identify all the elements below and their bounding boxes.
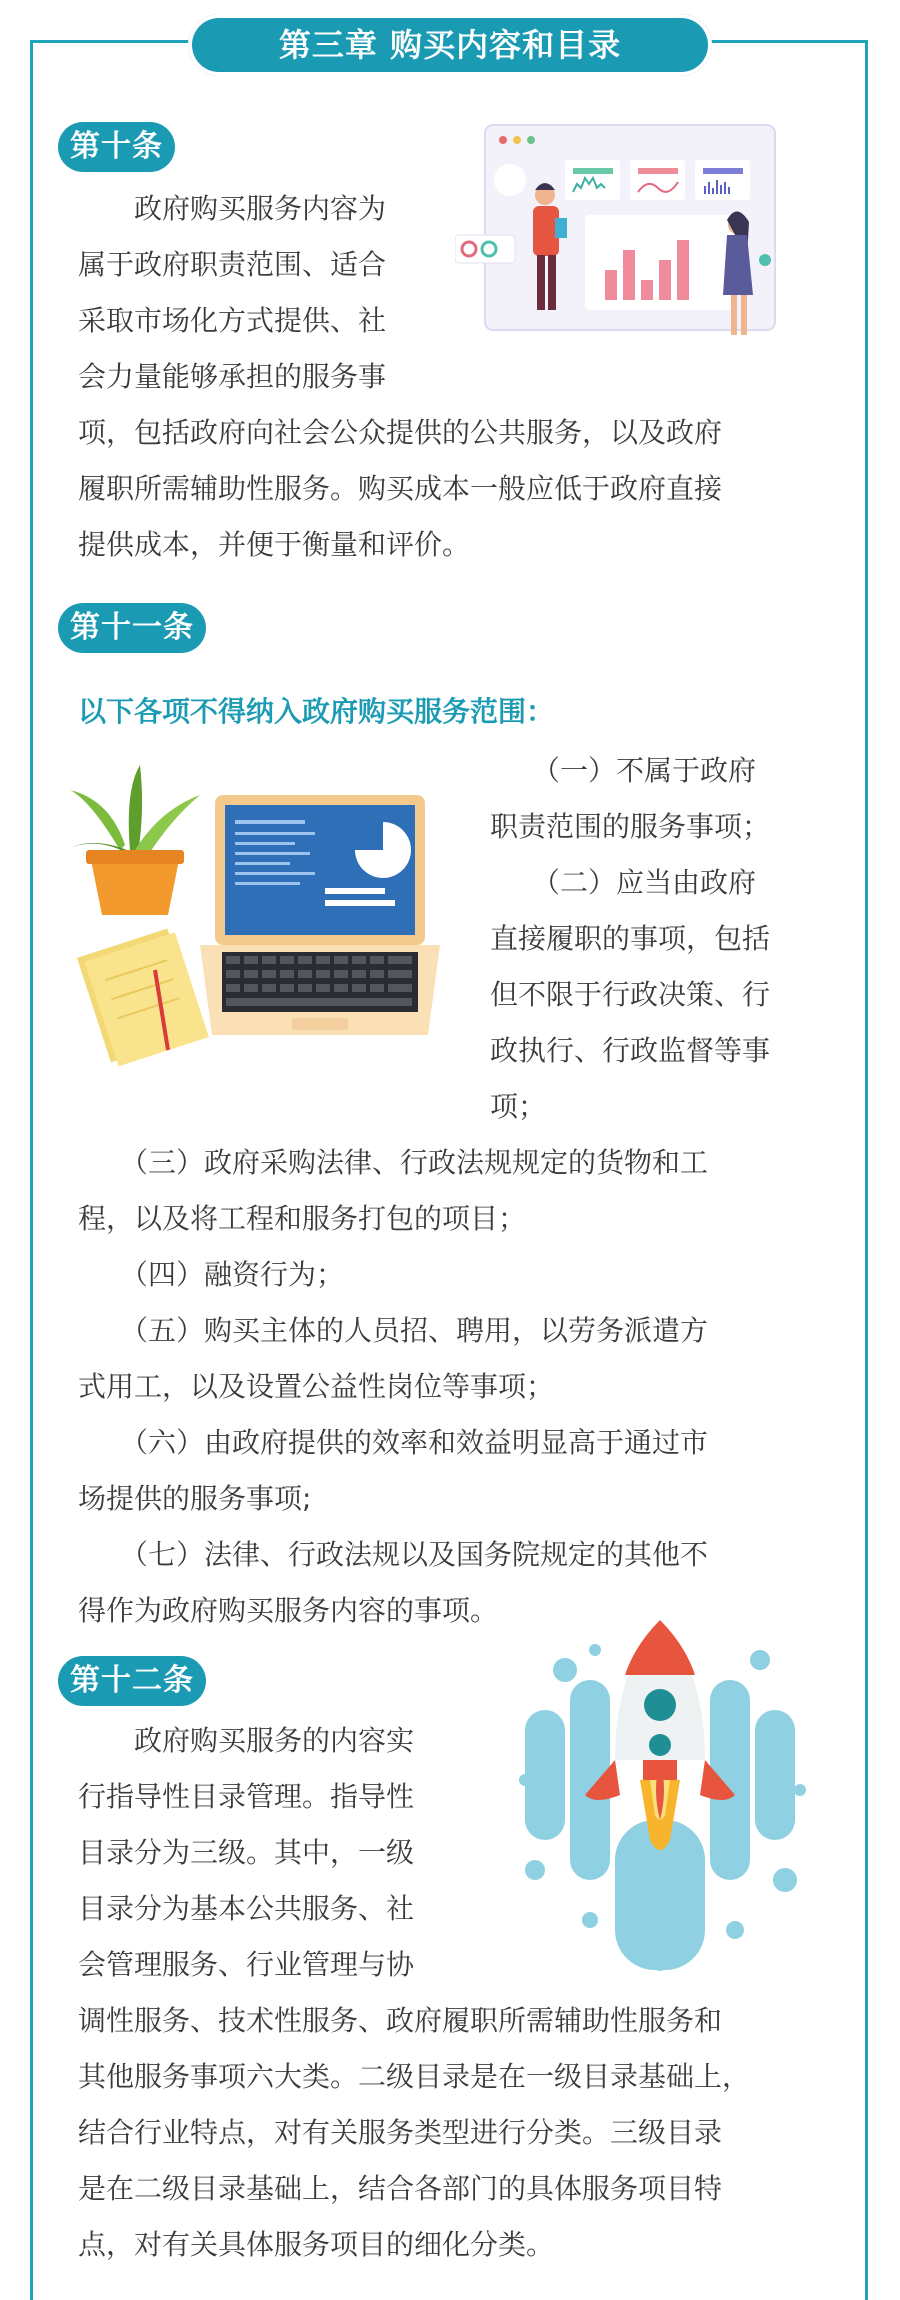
article-11-line: （四）融资行为； bbox=[78, 1258, 345, 1291]
article-11-line: 式用工，以及设置公益性岗位等事项； bbox=[78, 1370, 555, 1403]
article-11-line: 场提供的服务事项; bbox=[78, 1482, 312, 1515]
article-11-line: 项； bbox=[490, 1090, 547, 1123]
dashboard-presentation-illustration bbox=[455, 120, 795, 360]
article-10-line: 履职所需辅助性服务。购买成本一般应低于政府直接 bbox=[78, 472, 723, 505]
article-11-line: 职责范围的服务事项； bbox=[490, 810, 771, 843]
article-10-line: 采取市场化方式提供、社 bbox=[78, 304, 387, 337]
laptop-plant-illustration bbox=[60, 760, 440, 1080]
article-11-line: （五）购买主体的人员招、聘用，以劳务派遣方 bbox=[78, 1314, 709, 1347]
article-11-line: （六）由政府提供的效率和效益明显高于通过市 bbox=[78, 1426, 709, 1459]
article-12-line: 政府购买服务的内容实 bbox=[78, 1724, 415, 1757]
article-12-badge: 第十二条 bbox=[58, 1656, 206, 1706]
article-12-line: 点，对有关具体服务项目的细化分类。 bbox=[78, 2228, 555, 2261]
article-11-line: 程，以及将工程和服务打包的项目； bbox=[78, 1202, 527, 1235]
article-11-subhead: 以下各项不得纳入政府购买服务范围： bbox=[78, 695, 555, 728]
article-12-line: 会管理服务、行业管理与协 bbox=[78, 1948, 415, 1981]
article-11-line: 得作为政府购买服务内容的事项。 bbox=[78, 1594, 499, 1627]
article-10-badge: 第十条 bbox=[58, 122, 175, 172]
article-12-line: 结合行业特点，对有关服务类型进行分类。三级目录 bbox=[78, 2116, 723, 2149]
article-12-line: 目录分为基本公共服务、社 bbox=[78, 1892, 415, 1925]
article-11-line: 直接履职的事项，包括 bbox=[490, 922, 771, 955]
article-10-line: 提供成本，并便于衡量和评价。 bbox=[78, 528, 471, 561]
article-11-line: 政执行、行政监督等事 bbox=[490, 1034, 771, 1067]
article-11-line: （七）法律、行政法规以及国务院规定的其他不 bbox=[78, 1538, 709, 1571]
article-10-line: 项，包括政府向社会公众提供的公共服务，以及政府 bbox=[78, 416, 723, 449]
article-11-badge: 第十一条 bbox=[58, 603, 206, 653]
rocket-illustration bbox=[505, 1620, 815, 1980]
article-10-line: 属于政府职责范围、适合 bbox=[78, 248, 387, 281]
article-12-line: 是在二级目录基础上，结合各部门的具体服务项目特 bbox=[78, 2172, 723, 2205]
article-11-line: 但不限于行政决策、行 bbox=[490, 978, 771, 1011]
article-12-line: 其他服务事项六大类。二级目录是在一级目录基础上， bbox=[78, 2060, 751, 2093]
article-11-line: （三）政府采购法律、行政法规规定的货物和工 bbox=[78, 1146, 709, 1179]
chapter-title: 第三章 购买内容和目录 bbox=[188, 14, 712, 76]
article-12-line: 行指导性目录管理。指导性 bbox=[78, 1780, 415, 1813]
article-12-line: 调性服务、技术性服务、政府履职所需辅助性服务和 bbox=[78, 2004, 723, 2037]
article-10-line: 会力量能够承担的服务事 bbox=[78, 360, 387, 393]
article-11-line: （二）应当由政府 bbox=[490, 866, 757, 899]
article-11-line: （一）不属于政府 bbox=[490, 754, 757, 787]
article-10-line: 政府购买服务内容为 bbox=[78, 192, 387, 225]
article-12-line: 目录分为三级。其中，一级 bbox=[78, 1836, 415, 1869]
